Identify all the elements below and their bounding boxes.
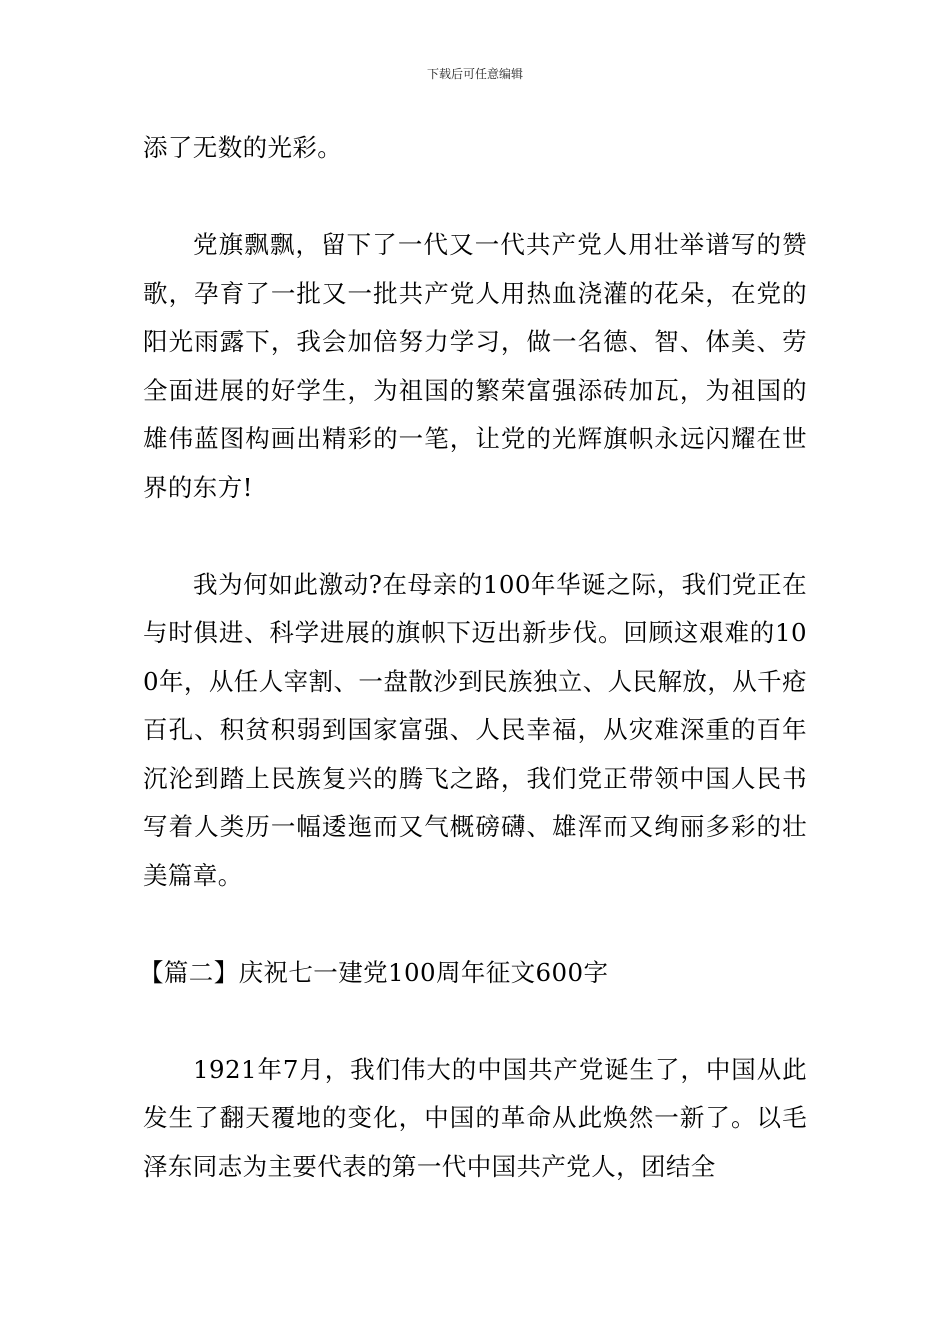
section-heading: 【篇二】庆祝七一建党100周年征文600字 bbox=[139, 957, 609, 987]
paragraph-gap bbox=[143, 900, 807, 949]
paragraph-gap bbox=[143, 997, 807, 1046]
document-body bbox=[139, 124, 807, 1191]
paragraph-continuation: 添了无数的光彩。 bbox=[143, 133, 343, 162]
page-header: 下载后可任意编辑 bbox=[426, 67, 523, 81]
paragraph-why-excited: 我为何如此激动?在母亲的100年华诞之际，我们党正在与时俱进、科学进展的旗帜下迈出新步伐。回顾这艰难的100年，从任人宰割、一盘散沙到民族独立、人民解放，从千疮百孔、积贫积弱到国家富强、人民幸福，从灾难深重的百年沉沦到踏上民族复兴的腾飞之路，我们党正带领中国人民书写着人类历一幅逶迤而又气概磅礴、雄浑而又绚丽多彩的壮美篇章。 bbox=[143, 569, 807, 890]
paragraph-1921: 1921年7月，我们伟大的中国共产党诞生了，中国从此发生了翻天覆地的变化，中国的革命从此焕然一新了。以毛泽东同志为主要代表的第一代中国共产党人，团结全 bbox=[143, 1054, 807, 1181]
paragraph-party-flag: 党旗飘飘，留下了一代又一代共产党人用壮举谱写的赞歌，孕育了一批又一批共产党人用热血浇灌的花朵，在党的阳光雨露下，我会加倍努力学习，做一名德、智、体美、劳全面进展的好学生，为祖国的繁荣富强添砖加瓦，为祖国的雄伟蓝图构画出精彩的一笔，让党的光辉旗帜永远闪耀在世界的东方! bbox=[143, 230, 807, 502]
paragraph-gap bbox=[143, 512, 807, 561]
paragraph-gap bbox=[143, 173, 807, 222]
